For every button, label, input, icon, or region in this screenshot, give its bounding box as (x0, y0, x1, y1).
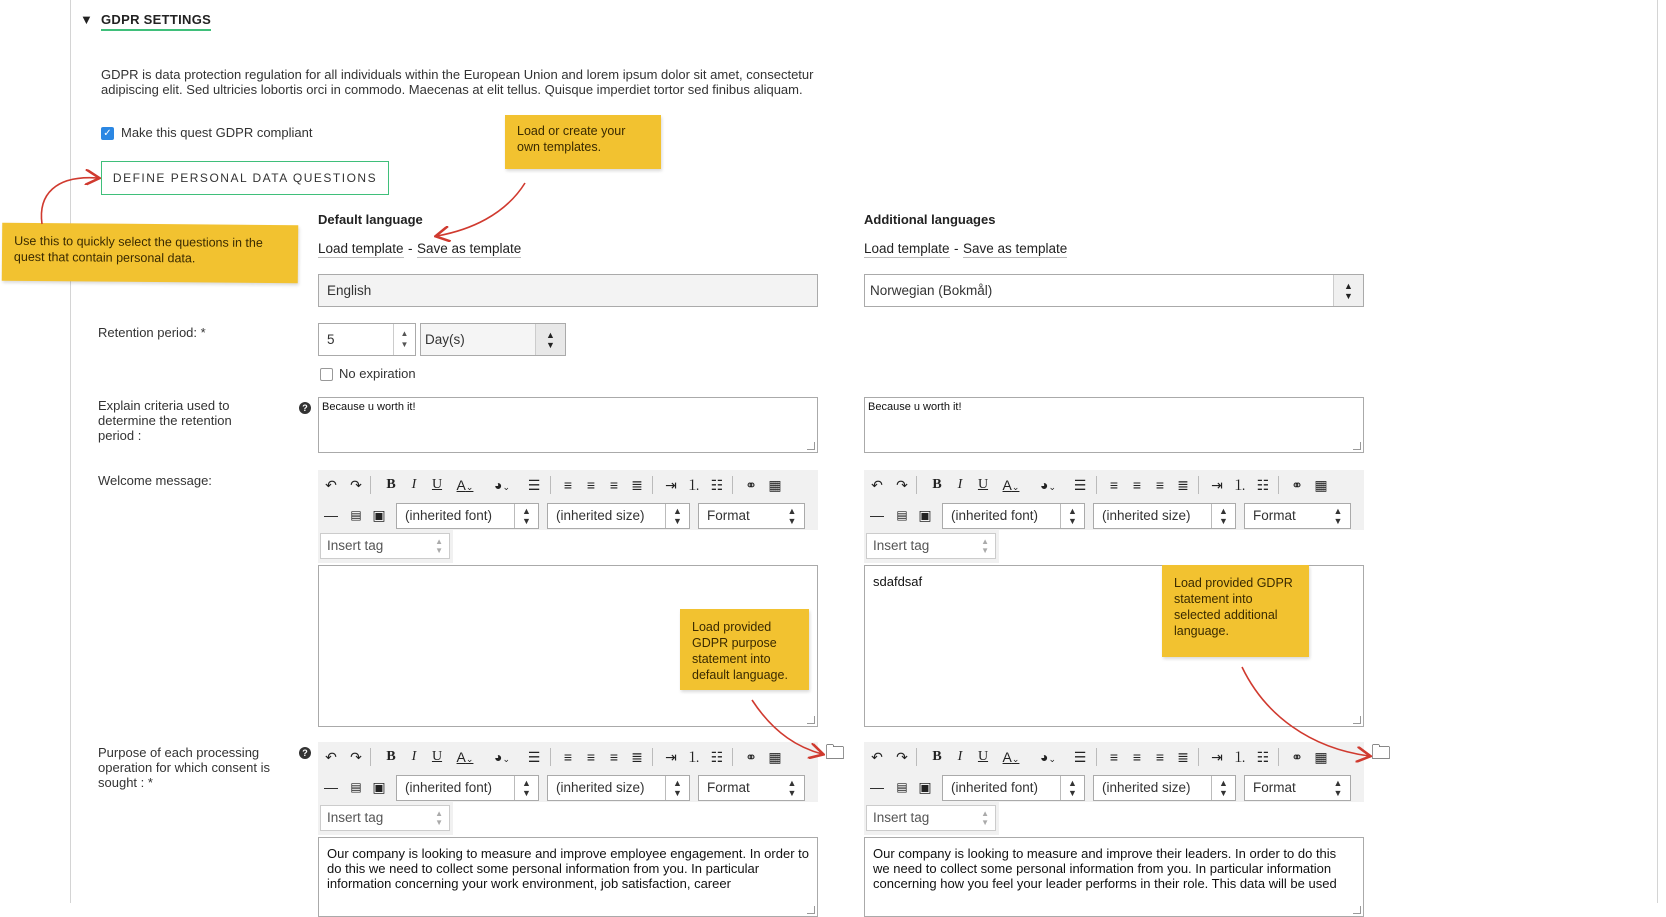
editor-toolbar-row-3 (864, 530, 999, 563)
default-save-template-link[interactable]: Save as template (416, 241, 522, 256)
redo-icon[interactable]: ↷ (350, 477, 362, 493)
image-icon[interactable]: ▣ (918, 779, 932, 795)
highlight-color-icon[interactable]: ◕⌄ (493, 749, 510, 765)
select-arrows-icon: ▲ ▼ (1060, 504, 1084, 528)
redo-icon[interactable]: ↷ (350, 749, 362, 765)
editor-toolbar-row-1 (864, 742, 1364, 772)
image-icon[interactable]: ▣ (372, 507, 386, 523)
additional-template-links (864, 240, 1067, 258)
toolbar-divider (550, 476, 551, 494)
gdpr-compliant-label: Make this quest GDPR compliant (121, 125, 313, 140)
font-size-select[interactable] (1093, 503, 1236, 529)
font-size-select[interactable] (547, 775, 690, 801)
indent-icon[interactable]: ⇥ (1211, 477, 1223, 493)
select-arrows-icon: ▲ ▼ (435, 537, 443, 555)
font-family-value: (inherited font) (951, 508, 1039, 523)
toolbar-divider (732, 476, 733, 494)
editor-toolbar-row-1 (318, 742, 818, 772)
bold-icon[interactable]: B (386, 749, 396, 764)
clear-format-icon[interactable]: ☰ (1073, 477, 1087, 493)
default-template-links (318, 240, 521, 258)
underline-icon[interactable]: U (977, 749, 989, 764)
format-select[interactable] (1244, 775, 1351, 801)
align-right-icon[interactable]: ≡ (1155, 477, 1165, 493)
align-left-icon[interactable]: ≡ (1109, 477, 1119, 493)
table-grid-icon[interactable]: ▦ (768, 477, 782, 493)
editor-toolbar-row-2 (864, 772, 1364, 802)
select-arrows-icon: ▲ ▼ (435, 809, 443, 827)
horizontal-rule-icon[interactable]: — (870, 779, 884, 795)
text-color-icon[interactable]: A⌄ (1002, 749, 1020, 765)
default-language-heading: Default language (318, 212, 423, 227)
define-personal-data-questions-button[interactable]: DEFINE PERSONAL DATA QUESTIONS (101, 161, 389, 195)
select-arrows-icon: ▲ ▼ (665, 504, 689, 528)
bold-icon[interactable]: B (932, 749, 942, 764)
font-family-select[interactable] (942, 775, 1085, 801)
select-arrows-icon: ▲ ▼ (1333, 506, 1343, 526)
document-icon[interactable]: ▤ (896, 508, 908, 522)
resize-handle-icon[interactable] (807, 906, 815, 914)
image-icon[interactable]: ▣ (372, 779, 386, 795)
retention-value: 5 (327, 332, 335, 347)
clear-format-icon[interactable]: ☰ (527, 749, 541, 765)
editor-toolbar-row-3 (864, 802, 999, 835)
right-border (1657, 0, 1658, 903)
editor-toolbar-row-2 (318, 772, 818, 802)
editor-toolbar-row-3 (318, 530, 453, 563)
align-center-icon[interactable]: ≡ (1132, 477, 1142, 493)
toolbar-divider (1096, 748, 1097, 766)
align-justify-icon[interactable]: ≣ (631, 749, 643, 765)
resize-handle-icon[interactable] (1353, 716, 1361, 724)
insert-tag-value: Insert tag (327, 538, 384, 553)
resize-handle-icon[interactable] (807, 442, 815, 450)
select-arrows-icon: ▲ ▼ (981, 809, 989, 827)
load-statement-folder-icon[interactable]: 🗀 (825, 742, 845, 764)
select-arrows-icon: ▲ ▼ (1333, 778, 1343, 798)
redo-icon[interactable]: ↷ (896, 477, 908, 493)
insert-tag-value: Insert tag (873, 810, 930, 825)
retention-unit-select[interactable] (420, 323, 566, 356)
additional-language-select[interactable] (864, 274, 1364, 307)
format-value: Format (1253, 508, 1296, 523)
editor-content-text: Our company is looking to measure and improve employee engagement. In order to do this we need to collect some personal information from you. In particular information concerning your work environment, job satisfaction, career (327, 846, 809, 891)
toolbar-divider (652, 748, 653, 766)
align-center-icon[interactable]: ≡ (586, 749, 596, 765)
insert-tag-select[interactable] (866, 533, 996, 559)
text-color-icon[interactable]: A⌄ (456, 477, 474, 493)
table-grid-icon[interactable]: ▦ (1314, 477, 1328, 493)
additional-load-template-link[interactable]: Load template (864, 241, 950, 256)
select-arrows-icon: ▲ ▼ (787, 778, 797, 798)
link-icon[interactable]: ⚭ (745, 749, 757, 765)
link-icon[interactable]: ⚭ (1291, 749, 1303, 765)
numbered-list-icon[interactable]: ⒈ (687, 477, 701, 493)
undo-icon[interactable]: ↶ (325, 749, 337, 765)
document-icon[interactable]: ▤ (350, 780, 362, 794)
criteria-label: Explain criteria used to determine the retention period : (98, 398, 232, 443)
align-justify-icon[interactable]: ≣ (1177, 477, 1189, 493)
select-arrows-icon: ▲ ▼ (514, 504, 538, 528)
resize-handle-icon[interactable] (1353, 906, 1361, 914)
italic-icon[interactable]: I (957, 477, 963, 492)
select-arrows-icon: ▲ ▼ (787, 506, 797, 526)
bold-icon[interactable]: B (386, 477, 396, 492)
resize-handle-icon[interactable] (1353, 442, 1361, 450)
bullet-list-icon[interactable]: ☷ (710, 749, 724, 765)
bullet-list-icon[interactable]: ☷ (1256, 477, 1270, 493)
editor-content-text: Our company is looking to measure and improve their leaders. In order to do this we need to collect some personal information from you. In particular information concerning how you feel your leader performs in their role. This data will be used (873, 846, 1337, 891)
retention-period-label: Retention period: * (98, 325, 206, 340)
undo-icon[interactable]: ↶ (871, 477, 883, 493)
font-size-select[interactable] (547, 503, 690, 529)
table-grid-icon[interactable]: ▦ (1314, 749, 1328, 765)
left-border (70, 0, 71, 903)
default-load-template-link[interactable]: Load template (318, 241, 404, 256)
insert-tag-value: Insert tag (327, 810, 384, 825)
additional-language-value: Norwegian (Bokmål) (870, 283, 993, 298)
undo-icon[interactable]: ↶ (871, 749, 883, 765)
bullet-list-icon[interactable]: ☷ (710, 477, 724, 493)
numbered-list-icon[interactable]: ⒈ (1233, 749, 1247, 765)
toolbar-divider (916, 476, 917, 494)
table-grid-icon[interactable]: ▦ (768, 749, 782, 765)
select-arrows-icon: ▲ ▼ (514, 776, 538, 800)
select-arrows-icon: ▲ ▼ (1060, 776, 1084, 800)
purpose-label: Purpose of each processing operation for which consent is sought : * (98, 745, 270, 790)
font-family-select[interactable] (396, 775, 539, 801)
format-select[interactable] (698, 775, 805, 801)
stepper-arrows-icon[interactable]: ▲ ▼ (393, 324, 415, 355)
retention-unit-value: Day(s) (425, 332, 465, 347)
italic-icon[interactable]: I (411, 749, 417, 764)
document-icon[interactable]: ▤ (350, 508, 362, 522)
toolbar-divider (652, 476, 653, 494)
welcome-message-label: Welcome message: (98, 473, 212, 488)
select-arrows-icon: ▲ ▼ (665, 776, 689, 800)
arrow-to-save-template (437, 183, 525, 236)
retention-value-stepper[interactable] (318, 323, 416, 356)
format-select[interactable] (1244, 503, 1351, 529)
template-link-separator: - (408, 241, 413, 256)
toolbar-divider (1198, 476, 1199, 494)
load-statement-folder-icon[interactable]: 🗀 (1371, 742, 1391, 764)
align-left-icon[interactable]: ≡ (1109, 749, 1119, 765)
select-arrows-icon: ▲ ▼ (535, 324, 565, 355)
toolbar-divider (550, 748, 551, 766)
align-center-icon[interactable]: ≡ (1132, 749, 1142, 765)
additional-save-template-link[interactable]: Save as template (962, 241, 1068, 256)
default-language-field: English (318, 274, 818, 307)
note-define-questions: Use this to quickly select the questions in the quest that contain personal data. (2, 223, 298, 284)
undo-icon[interactable]: ↶ (325, 477, 337, 493)
editor-toolbar-row-2 (864, 500, 1364, 530)
highlight-color-icon[interactable]: ◕⌄ (493, 477, 510, 493)
indent-icon[interactable]: ⇥ (1211, 749, 1223, 765)
select-arrows-icon: ▲ ▼ (1211, 776, 1235, 800)
insert-tag-select[interactable] (866, 805, 996, 831)
format-value: Format (1253, 780, 1296, 795)
font-family-value: (inherited font) (405, 508, 493, 523)
highlight-color-icon[interactable]: ◕⌄ (1039, 477, 1056, 493)
default-welcome-editor[interactable] (318, 470, 831, 730)
editor-toolbar-row-1 (864, 470, 1364, 500)
font-size-value: (inherited size) (1102, 508, 1191, 523)
toolbar-divider (370, 748, 371, 766)
clear-format-icon[interactable]: ☰ (527, 477, 541, 493)
indent-icon[interactable]: ⇥ (665, 477, 677, 493)
gdpr-compliant-checkbox[interactable]: ✓ (101, 127, 114, 140)
insert-tag-select[interactable] (320, 533, 450, 559)
toolbar-divider (1198, 748, 1199, 766)
toolbar-divider (732, 748, 733, 766)
format-select[interactable] (698, 503, 805, 529)
underline-icon[interactable]: U (977, 477, 989, 492)
additional-criteria-textarea[interactable] (864, 397, 1364, 453)
highlight-color-icon[interactable]: ◕⌄ (1039, 749, 1056, 765)
font-size-value: (inherited size) (1102, 780, 1191, 795)
section-collapse-toggle[interactable]: ▼ (80, 12, 93, 27)
font-family-value: (inherited font) (405, 780, 493, 795)
help-icon[interactable]: ? (299, 747, 311, 759)
font-family-select[interactable] (942, 503, 1085, 529)
additional-purpose-editor[interactable] (864, 742, 1377, 903)
document-icon[interactable]: ▤ (896, 780, 908, 794)
align-center-icon[interactable]: ≡ (586, 477, 596, 493)
editor-toolbar-row-2 (318, 500, 818, 530)
redo-icon[interactable]: ↷ (896, 749, 908, 765)
toolbar-divider (916, 748, 917, 766)
font-family-select[interactable] (396, 503, 539, 529)
format-value: Format (707, 508, 750, 523)
font-size-value: (inherited size) (556, 508, 645, 523)
note-templates: Load or create your own templates. (505, 115, 661, 169)
horizontal-rule-icon[interactable]: — (324, 507, 338, 523)
numbered-list-icon[interactable]: ⒈ (1233, 477, 1247, 493)
underline-icon[interactable]: U (431, 477, 443, 492)
clear-format-icon[interactable]: ☰ (1073, 749, 1087, 765)
no-expiration-label: No expiration (339, 366, 416, 381)
select-arrows-icon: ▲ ▼ (1333, 275, 1363, 306)
align-right-icon[interactable]: ≡ (609, 477, 619, 493)
help-icon[interactable]: ? (299, 402, 311, 414)
text-color-icon[interactable]: A⌄ (1002, 477, 1020, 493)
editor-toolbar-row-1 (318, 470, 818, 500)
insert-tag-value: Insert tag (873, 538, 930, 553)
toolbar-divider (370, 476, 371, 494)
editor-content-area[interactable] (864, 837, 1364, 917)
toolbar-divider (1096, 476, 1097, 494)
link-icon[interactable]: ⚭ (1291, 477, 1303, 493)
underline-icon[interactable]: U (431, 749, 443, 764)
align-right-icon[interactable]: ≡ (1155, 749, 1165, 765)
align-left-icon[interactable]: ≡ (563, 749, 573, 765)
additional-criteria-text: Because u worth it! (868, 401, 962, 413)
numbered-list-icon[interactable]: ⒈ (687, 749, 701, 765)
bold-icon[interactable]: B (932, 477, 942, 492)
text-color-icon[interactable]: A⌄ (456, 749, 474, 765)
horizontal-rule-icon[interactable]: — (324, 779, 338, 795)
editor-toolbar-row-3 (318, 802, 453, 835)
note-additional-statement: Load provided GDPR statement into selected additional language. (1162, 565, 1309, 657)
template-link-separator: - (954, 241, 959, 256)
resize-handle-icon[interactable] (807, 716, 815, 724)
format-value: Format (707, 780, 750, 795)
indent-icon[interactable]: ⇥ (665, 749, 677, 765)
font-family-value: (inherited font) (951, 780, 1039, 795)
default-purpose-editor[interactable] (318, 742, 831, 903)
editor-content-area[interactable] (318, 837, 818, 917)
italic-icon[interactable]: I (411, 477, 417, 492)
link-icon[interactable]: ⚭ (745, 477, 757, 493)
select-arrows-icon: ▲ ▼ (1211, 504, 1235, 528)
note-default-statement: Load provided GDPR purpose statement into default language. (680, 609, 809, 690)
bullet-list-icon[interactable]: ☷ (1256, 749, 1270, 765)
select-arrows-icon: ▲ ▼ (981, 537, 989, 555)
editor-content-text: sdafdsaf (873, 574, 923, 589)
toolbar-divider (1278, 476, 1279, 494)
align-justify-icon[interactable]: ≣ (1177, 749, 1189, 765)
additional-languages-heading: Additional languages (864, 212, 996, 227)
no-expiration-checkbox[interactable] (320, 368, 333, 381)
italic-icon[interactable]: I (957, 749, 963, 764)
section-title[interactable]: GDPR SETTINGS (101, 12, 211, 31)
default-criteria-textarea[interactable] (318, 397, 818, 453)
insert-tag-select[interactable] (320, 805, 450, 831)
horizontal-rule-icon[interactable]: — (870, 507, 884, 523)
toolbar-divider (1278, 748, 1279, 766)
align-justify-icon[interactable]: ≣ (631, 477, 643, 493)
font-size-select[interactable] (1093, 775, 1236, 801)
align-right-icon[interactable]: ≡ (609, 749, 619, 765)
align-left-icon[interactable]: ≡ (563, 477, 573, 493)
gdpr-intro-text: GDPR is data protection regulation for all individuals within the European Union and lorem ipsum dolor sit amet, consectetur adipiscing elit. Sed ultricies lobortis orci in commodo. Maecenas at elit tellus. Quisque imperdiet tortor sed finibus aliquam. (101, 67, 814, 97)
default-criteria-text: Because u worth it! (322, 401, 416, 413)
image-icon[interactable]: ▣ (918, 507, 932, 523)
font-size-value: (inherited size) (556, 780, 645, 795)
